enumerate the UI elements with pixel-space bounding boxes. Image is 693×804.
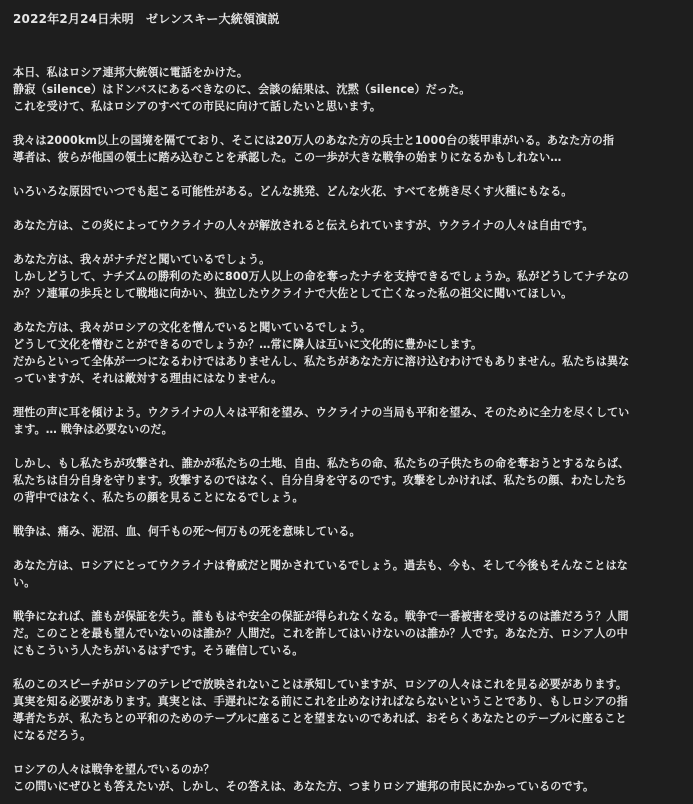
text-line: か？ソ連軍の歩兵として戦地に向かい、独立したウクライナで大佐として亡くなった私の祖父に聞いてほしい。 — [13, 287, 573, 300]
text-line: 我々は2000km以上の国境を隔てており、そこには20万人のあなた方の兵士と1000台の装甲車がいる。あなた方の指 — [13, 134, 615, 147]
text-line: しかしどうして、ナチズムの勝利のために800万人以上の命を奪ったナチを支持できるでしょうか。私がどうしてナチなの — [13, 270, 629, 283]
text-line: 理性の声に耳を傾けよう。ウクライナの人々は平和を望み、ウクライナの当局も平和を望み、そのために全力を尽くしてい — [13, 406, 630, 419]
text-line: 私たちは自分自身を守ります。攻撃するのではなく、自分自身を守るのです。攻撃をしかければ、私たちの顔、わたしたち — [13, 474, 627, 487]
text-line: 戦争は、痛み、泥沼、血、何千もの死〜何万もの死を意味している。 — [13, 525, 361, 538]
text-line: 導者は、彼らが他国の領土に踏み込むことを承認した。この一歩が大きな戦争の始まりになるかもしれない… — [13, 151, 562, 164]
text-line: 私のこのスピーチがロシアのテレビで放映されないことは承知していますが、ロシアの人々はこれを見る必要があります。 — [13, 678, 628, 691]
text-line: ロシアの人々は戦争を望んでいるのか？ — [13, 763, 215, 776]
text-line: い。 — [13, 576, 36, 589]
text-line: 戦争になれば、誰もが保証を失う。誰ももはや安全の保証が得られなくなる。戦争で一番被害を受けるのは誰だろう？人間 — [13, 610, 629, 623]
text-line: 静寂（silence）はドンバスにあるべきなのに、会談の結果は、沈黙（silence）だった。 — [13, 83, 471, 96]
text-line: しかし、もし私たちが攻撃され、誰かが私たちの土地、自由、私たちの命、私たちの子供たちの命を奪おうとするならば、 — [13, 457, 630, 470]
paragraph — [13, 319, 681, 387]
text-line: いろいろな原因でいつでも起こる可能性がある。どんな挑発、どんな火花、すべてを焼き尽くす火種にもなる。 — [13, 185, 573, 198]
text-line: になるだろう。 — [13, 729, 92, 742]
text-line: これを受けて、私はロシアのすべての市民に向けて話したいと思います。 — [13, 100, 382, 113]
paragraph — [13, 132, 681, 166]
text-line: どうして文化を憎むことができるのでしょうか？…常に隣人は互いに文化的に豊かにします。 — [13, 338, 483, 351]
paragraph — [13, 64, 681, 115]
text-line: 導者たちが、私たちとの平和のためのテーブルに座ることを望まないのであれば、おそらくあなたとのテーブルに座ること — [13, 712, 627, 725]
document-title: 2022年2月24日未明 ゼレンスキー大統領演説 — [13, 12, 280, 26]
text-line: あなた方は、我々がナチだと聞いているでしょう。 — [13, 253, 271, 266]
text-line: 本日、私はロシア連邦大統領に電話をかけた。 — [13, 66, 249, 79]
text-line: の背中ではなく、私たちの顔を見ることになるでしょう。 — [13, 491, 304, 504]
paragraph — [13, 251, 681, 302]
text-line: 真実を知る必要があります。真実とは、手遅れになる前にこれを止めなければならないということであり、もしロシアの指 — [13, 695, 628, 708]
text-line: ます。… 戦争は必要ないのだ。 — [13, 423, 173, 436]
text-line: この問いにぜひとも答えたいが、しかし、その答えは、あなた方、つまりロシア連邦の市民にかかっているのです。 — [13, 780, 595, 793]
text-line: あなた方は、この炎によってウクライナの人々が解放されると伝えられていますが、ウクライナの人々は自由です。 — [13, 219, 594, 232]
paragraph — [13, 557, 681, 591]
text-line: だからといって全体が一つになるわけではありませんし、私たちがあなた方に溶け込むわけでもありません。私たちは異な — [13, 355, 630, 368]
document-body — [13, 64, 681, 795]
paragraph — [13, 523, 681, 540]
paragraph — [13, 608, 681, 659]
text-line: あなた方は、ロシアにとってウクライナは脅威だと聞かされているでしょう。過去も、今も、そして今後もそんなことはな — [13, 559, 628, 572]
paragraph — [13, 217, 681, 234]
paragraph — [13, 761, 681, 795]
paragraph — [13, 404, 681, 438]
paragraph — [13, 455, 681, 506]
text-line: っていますが、それは敵対する理由にはなりません。 — [13, 372, 283, 385]
text-line: あなた方は、我々がロシアの文化を憎んでいると聞いているでしょう。 — [13, 321, 372, 334]
paragraph — [13, 183, 681, 200]
text-line: にもこういう人たちがいるはずです。そう確信している。 — [13, 644, 304, 657]
text-line: だ。このことを最も望んでいないのは誰か？人間だ。これを許してはいけないのは誰か？人です。あなた方、ロシア人の中 — [13, 627, 628, 640]
paragraph — [13, 676, 681, 744]
